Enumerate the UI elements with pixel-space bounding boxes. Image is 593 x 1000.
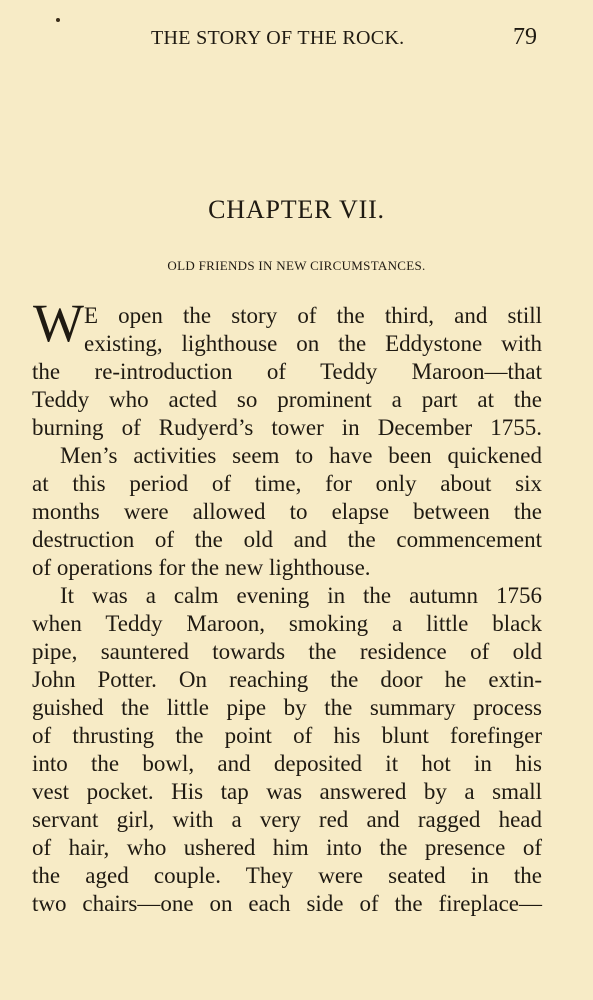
chapter-title: CHAPTER VII. <box>208 195 385 224</box>
text-line: vest pocket. His tap was answered by a small <box>32 779 542 804</box>
text-line: Men’s activities seem to have been quickened <box>60 443 542 468</box>
chapter-subtitle: OLD FRIENDS IN NEW CIRCUMSTANCES. <box>167 258 426 273</box>
text-line: the re-introduction of Teddy Maroon—that <box>32 359 542 384</box>
text-line: months were allowed to elapse between the <box>32 499 542 524</box>
text-line: Teddy who acted so prominent a part at the <box>32 387 542 412</box>
text-line: burning of Rudyerd’s tower in December 1755. <box>32 415 542 440</box>
text-line: John Potter. On reaching the door he extin- <box>32 667 542 692</box>
drop-cap: W <box>33 293 84 353</box>
text-line: It was a calm evening in the autumn 1756 <box>60 583 542 608</box>
text-line: destruction of the old and the commencement <box>32 527 542 552</box>
text-line: of operations for the new lighthouse. <box>32 555 371 580</box>
text-line: when Teddy Maroon, smoking a little black <box>32 611 542 636</box>
text-line: the aged couple. They were seated in the <box>32 863 542 888</box>
text-line: of thrusting the point of his blunt forefinger <box>32 723 542 748</box>
text-line: existing, lighthouse on the Eddystone with <box>84 331 542 356</box>
running-head: THE STORY OF THE ROCK. <box>151 27 405 49</box>
printer-mark <box>56 18 60 22</box>
page-number: 79 <box>513 24 537 50</box>
text-line: at this period of time, for only about six <box>32 471 542 496</box>
text-line: two chairs—one on each side of the fireplace— <box>32 891 542 916</box>
text-line: E open the story of the third, and still <box>84 303 542 328</box>
text-line: pipe, sauntered towards the residence of old <box>32 639 542 664</box>
body-text <box>32 293 542 918</box>
text-line: servant girl, with a very red and ragged head <box>32 807 542 832</box>
text-line: into the bowl, and deposited it hot in his <box>32 751 542 776</box>
text-line: of hair, who ushered him into the presence of <box>32 835 542 860</box>
text-line: guished the little pipe by the summary process <box>32 695 542 720</box>
